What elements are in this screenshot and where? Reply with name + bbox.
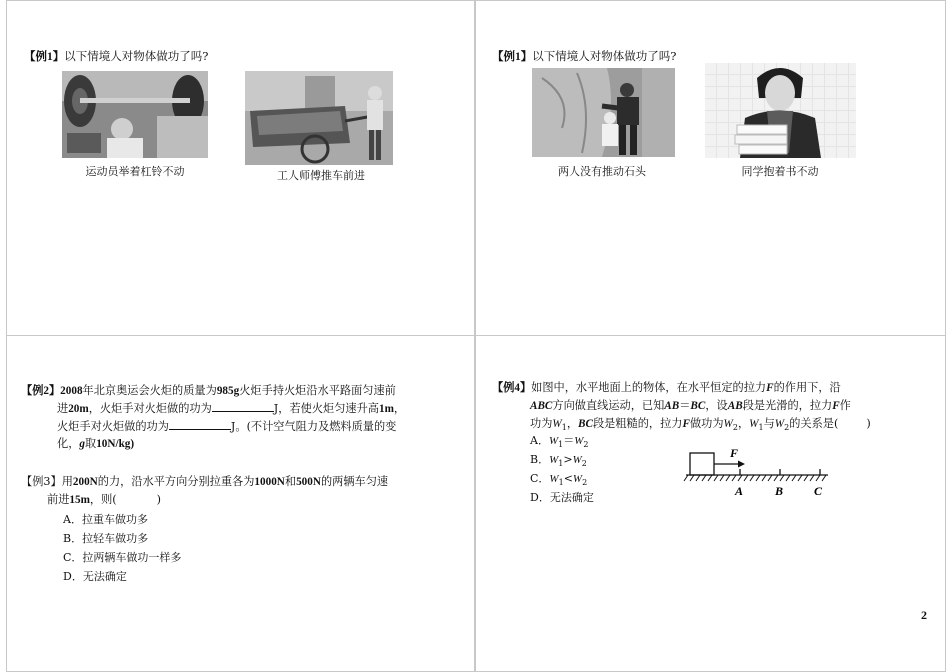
slide-examples-2-3 [6, 335, 475, 672]
example-tag: 【例2】 [21, 385, 61, 397]
question-text: 进 [57, 402, 69, 415]
symbol-bc: BC [690, 400, 706, 412]
symbol-w: W [549, 473, 559, 485]
force-label: F [730, 446, 739, 460]
question-text: ) [156, 493, 162, 506]
question-text: ，火炬手对火炬做的功为 [88, 402, 212, 415]
example-question: 以下情境人对物体做功了吗? [64, 49, 209, 63]
distance-value: 20m [68, 403, 89, 415]
example-4-question [492, 379, 932, 436]
page-number: 2 [921, 608, 927, 622]
question-text: ＝ [679, 399, 691, 412]
student-holding-books-icon [705, 63, 856, 158]
symbol-ab: AB [727, 400, 743, 412]
pushing-stone-icon [532, 68, 675, 157]
example-2-question [21, 382, 466, 453]
point-c-label: C [814, 484, 823, 498]
question-text: 的关系是( [789, 417, 839, 430]
symbol-w: W [749, 418, 759, 430]
pushing-stone-photo [532, 68, 675, 157]
question-text: 段是光滑的，拉力 [742, 399, 833, 412]
subscript: 2 [732, 423, 738, 433]
question-line [492, 397, 932, 415]
student-holding-books-photo [705, 63, 856, 158]
option-label: B． [530, 453, 550, 466]
symbol-f: F [766, 382, 774, 394]
subscript: 2 [582, 478, 588, 488]
force-value: 200N [72, 476, 98, 488]
subscript: 2 [784, 423, 790, 433]
question-line [21, 473, 466, 491]
question-text: ， [737, 417, 750, 430]
question-text: 的力，沿水平方向分别拉重各为 [97, 475, 255, 488]
subscript: 2 [583, 440, 589, 450]
question-text: 的作用下，沿 [773, 381, 841, 394]
answer-blank[interactable] [212, 401, 274, 412]
question-text: 的两辆车匀速 [320, 475, 389, 488]
option-b[interactable] [530, 451, 587, 468]
year-value: 2008 [60, 385, 83, 397]
symbol-w: W [548, 435, 559, 447]
symbol-w: W [572, 473, 583, 485]
force-diagram [680, 441, 850, 501]
photo-caption: 运动员举着杠铃不动 [85, 165, 185, 178]
symbol-w: W [574, 435, 584, 447]
example-question: 以下情境人对物体做功了吗? [532, 49, 677, 63]
example-tag: 【例1】 [24, 51, 65, 63]
slide-example-4 [475, 335, 946, 672]
question-text: 前进 [47, 493, 70, 506]
option-c[interactable]: C．拉两辆车做功一样多 [63, 551, 182, 564]
question-line [21, 491, 466, 509]
weight-value: 1000N [254, 476, 285, 488]
symbol-w: W [552, 418, 562, 430]
point-a-label: A [735, 484, 744, 498]
relation: > [563, 453, 573, 466]
option-b[interactable]: B．拉轻车做功多 [63, 532, 149, 545]
subscript: 1 [561, 423, 567, 433]
slide-example-1-part-b [475, 0, 946, 336]
gravity-value: 10N/kg [96, 438, 131, 450]
photo-caption: 工人师傅推车前进 [277, 169, 365, 182]
symbol-g: g [79, 438, 85, 450]
question-text: 段是粗糙的，拉力 [592, 417, 683, 430]
ground-hatching [684, 475, 826, 481]
force-arrowhead [738, 461, 745, 468]
question-line [21, 435, 466, 453]
answer-blank[interactable] [169, 419, 231, 430]
option-a[interactable] [530, 432, 588, 449]
subscript: 2 [581, 459, 587, 469]
symbol-f: F [682, 418, 690, 430]
question-text: 作 [839, 399, 851, 412]
question-text: ，设 [705, 399, 728, 412]
example-title [24, 48, 208, 64]
symbol-abc: ABC [530, 400, 553, 412]
option-d[interactable]: D．无法确定 [63, 570, 127, 583]
option-d[interactable]: D．无法确定 [530, 491, 594, 504]
question-text: 用 [61, 475, 73, 488]
symbol-ab: AB [664, 400, 680, 412]
photo-caption: 同学抱着书不动 [741, 165, 819, 178]
symbol-w: W [549, 454, 559, 466]
symbol-bc: BC [578, 418, 593, 430]
question-text: 取 [84, 437, 97, 450]
question-text: ， [393, 402, 406, 415]
mass-value: 985g [216, 385, 240, 397]
question-text: 火炬手持火炬沿水平路面匀速前 [239, 384, 396, 397]
option-c[interactable] [530, 470, 587, 487]
question-text: ) [866, 417, 871, 430]
cart-worker-icon [245, 71, 393, 165]
example-tag: 【例1】 [492, 51, 533, 63]
question-text: 做功为 [689, 417, 724, 430]
example-tag: 【例4】 [492, 382, 532, 394]
weightlifter-photo [62, 71, 208, 158]
question-text: 化， [57, 437, 80, 450]
example-title [492, 48, 676, 64]
question-text: 方向做直线运动，已知 [552, 399, 665, 412]
question-text: ， [566, 417, 579, 430]
subscript: 1 [558, 440, 564, 450]
question-line [492, 379, 932, 397]
symbol-w: W [723, 418, 733, 430]
question-line [21, 382, 466, 400]
option-label: A． [530, 434, 549, 447]
question-text: 与 [763, 417, 775, 430]
question-text: 年北京奥运会火炬的质量为 [82, 384, 217, 397]
example-tag: 【例3】 [21, 475, 62, 488]
option-label: C． [530, 472, 550, 485]
question-text: 火炬手对火炬做的功为 [57, 420, 169, 433]
question-text: ，则( [89, 493, 117, 506]
subscript: 1 [558, 478, 564, 488]
question-line [21, 400, 466, 418]
subscript: 1 [558, 459, 564, 469]
symbol-f: F [832, 400, 840, 412]
question-line [21, 418, 466, 435]
weightlifter-icon [62, 71, 208, 158]
height-value: 1m [378, 403, 394, 415]
block-shape [690, 453, 714, 475]
option-a[interactable]: A．拉重车做功多 [63, 513, 148, 526]
question-text: ) [130, 438, 135, 450]
relation: < [563, 472, 573, 485]
weight-value: 500N [296, 476, 321, 488]
question-text: 如图中，水平地面上的物体，在水平恒定的拉力 [531, 381, 767, 394]
question-text: 功为 [530, 417, 553, 430]
example-3-question [21, 473, 466, 509]
question-text: 和 [284, 475, 297, 488]
question-text: J。(不计空气阻力及燃料质量的变 [230, 420, 397, 433]
subscript: 1 [758, 423, 764, 433]
slide-example-1-part-a [6, 0, 475, 336]
symbol-w: W [572, 454, 582, 466]
relation: ＝ [563, 434, 575, 447]
cart-worker-photo [245, 71, 393, 165]
question-text: J，若使火炬匀速升高 [273, 402, 379, 415]
point-b-label: B [775, 484, 784, 498]
distance-value: 15m [69, 494, 90, 506]
symbol-w: W [774, 418, 785, 430]
photo-caption: 两人没有推动石头 [558, 165, 646, 178]
